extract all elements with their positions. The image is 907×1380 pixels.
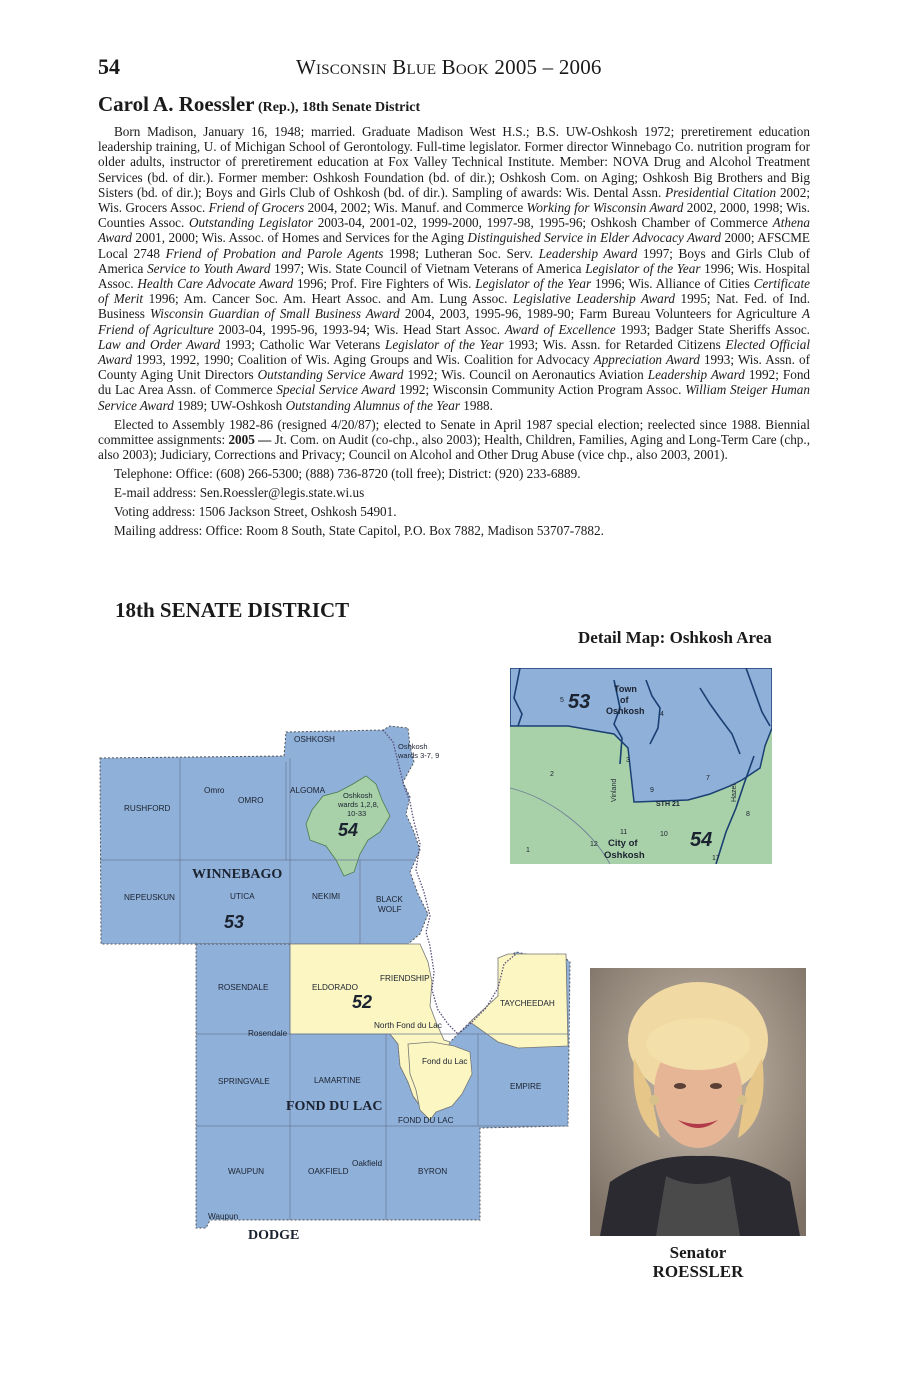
voting-address-line: Voting address: 1506 Jackson Street, Oshkosh 54901. bbox=[114, 503, 397, 519]
detail-label-ward-3: 3 bbox=[626, 757, 630, 764]
label-waupun-city: Waupun bbox=[208, 1212, 239, 1221]
detail-label-town-2: of bbox=[620, 695, 629, 705]
section-title: 18th SENATE DISTRICT bbox=[115, 598, 350, 622]
detail-label-ward-10: 10 bbox=[660, 831, 668, 838]
label-district-52: 52 bbox=[352, 992, 373, 1012]
detail-map-oshkosh bbox=[510, 668, 772, 864]
label-oshkosh-wards-a1: Oshkosh bbox=[398, 742, 428, 751]
label-winnebago-county: WINNEBAGO bbox=[192, 867, 283, 882]
label-oshkosh-wards-b1: Oshkosh bbox=[343, 791, 373, 800]
label-byron: BYRON bbox=[418, 1167, 448, 1176]
running-title bbox=[296, 55, 602, 80]
detail-label-ward-17: 17 bbox=[712, 855, 720, 862]
label-nepeuskun: NEPEUSKUN bbox=[124, 893, 175, 902]
senator-portrait bbox=[590, 968, 806, 1236]
label-black-wolf-1: BLACK bbox=[376, 895, 403, 904]
label-district-53: 53 bbox=[224, 912, 245, 932]
district-map bbox=[98, 722, 578, 1242]
detail-label-vinland: Vinland bbox=[611, 778, 618, 802]
label-fond-du-lac-county: FOND DU LAC bbox=[286, 1099, 383, 1114]
label-empire: EMPIRE bbox=[510, 1082, 542, 1091]
email-line: E-mail address: Sen.Roessler@legis.state.wi.us bbox=[114, 485, 365, 501]
label-oakfield: OAKFIELD bbox=[308, 1167, 349, 1176]
label-rushford: RUSHFORD bbox=[124, 804, 171, 813]
label-fond-du-lac-town: FOND DU LAC bbox=[398, 1116, 454, 1125]
caption-title: Senator bbox=[669, 1243, 727, 1262]
label-taycheedah: TAYCHEEDAH bbox=[500, 999, 555, 1008]
label-oshkosh-town: OSHKOSH bbox=[294, 735, 335, 744]
label-oshkosh-wards-b2: wards 1,2,8, bbox=[338, 800, 379, 809]
label-north-fond-du-lac: North Fond du Lac bbox=[374, 1021, 442, 1030]
label-friendship: FRIENDSHIP bbox=[380, 974, 430, 983]
label-oshkosh-wards-a2: wards 3-7, 9 bbox=[398, 751, 440, 760]
detail-map-title: Detail Map: Oshkosh Area bbox=[578, 628, 772, 647]
detail-label-ward-7: 7 bbox=[706, 775, 710, 782]
detail-label-ward-11: 11 bbox=[620, 829, 628, 836]
mailing-address-line: Mailing address: Office: Room 8 South, State Capitol, P.O. Box 7882, Madison 53707-7882. bbox=[114, 522, 604, 538]
detail-label-ward-12: 12 bbox=[590, 841, 598, 848]
legislator-heading bbox=[98, 92, 420, 117]
photo-caption bbox=[600, 1243, 796, 1281]
detail-label-ward-5: 5 bbox=[560, 697, 564, 704]
detail-label-district-53: 53 bbox=[568, 691, 591, 713]
detail-label-sth21: STH 21 bbox=[656, 801, 680, 808]
page-header bbox=[98, 54, 810, 82]
running-title-book: Wisconsin Blue Book bbox=[296, 55, 489, 79]
caption-name: ROESSLER bbox=[652, 1262, 744, 1281]
label-utica: UTICA bbox=[230, 892, 255, 901]
detail-label-ward-8: 8 bbox=[746, 811, 750, 818]
detail-label-hazel: Hazel bbox=[731, 784, 738, 802]
biography bbox=[98, 124, 810, 541]
legislator-name: Carol A. Roessler bbox=[98, 92, 255, 116]
label-rosendale: ROSENDALE bbox=[218, 983, 269, 992]
label-omro-city: Omro bbox=[204, 786, 225, 795]
legislator-party-district: (Rep.), 18th Senate District bbox=[254, 100, 421, 115]
bio-paragraph-service: Elected to Assembly 1982-86 (resigned 4/20/87); elected to Senate in April 1987 special election; reelected since 1988. Biennial committee assignments: 2005 — Jt. Com. on Audit (co-chp., also 2003); Health, Children, Families, Aging and Long-Term Care (chp., also 2003); Judiciary, Corrections and Privacy; Council on Alcohol and Other Drug Abuse (vice chp., also 2003, 2001). bbox=[98, 416, 810, 463]
label-omro: OMRO bbox=[238, 796, 264, 805]
label-fond-du-lac-city: Fond du Lac bbox=[422, 1057, 468, 1066]
label-nekimi: NEKIMI bbox=[312, 892, 341, 901]
bio-paragraph-awards: Born Madison, January 16, 1948; married. Graduate Madison West H.S.; B.S. UW-Oshkosh 1972; preretirement education leadership training, U. of Michigan School of Gerontology. Full-time legislator. Former director Winnebago Co. nutrition program for older adults, instructor of preretirement education at Fox Valley Technical Institute. Member: NOVA Drug and Alcohol Treatment Services (bd. of dir.). Former member: Oshkosh Foundation (bd. of dir.); Oshkosh Com. on Aging; Oshkosh Big Brothers and Big Sisters (bd. of dir.); Boys and Girls Club of Oshkosh (bd. of dir.). Sampling of awards: Wis. Dental Assn. Presidential Citation 2002; Wis. Grocers Assoc. Friend of Grocers 2004, 2002; Wis. Manuf. and Commerce Working for Wisconsin Award 2002, 2000, 1998; Wis. Counties Assoc. Outstanding Legislator 2003-04, 2001-02, 1999-2000, 1997-98, 1995-96; Oshkosh Chamber of Commerce Athena Award 2001, 2000; Wis. Assoc. of Homes and Services for the Aging Distinguished Service in Elder Advocacy Award 2000; AFSCME Local 2748 Friend of Probation and Parole Agents 1998; Lutheran Soc. Serv. Leadership Award 1997; Boys and Girls Club of America Service to Youth Award 1997; Wis. State Council of Vietnam Veterans of America Legislator of the Year 1996; Wis. Hospital Assoc. Health Care Advocate Award 1996; Prof. Fire Fighters of Wis. Legislator of the Year 1996; Wis. Alliance of Cities Certificate of Merit 1996; Am. Cancer Soc. Am. Heart Assoc. and Am. Lung Assoc. Legislative Leadership Award 1995; Nat. Fed. of Ind. Business Wisconsin Guardian of Small Business Award 2004, 2003, 1995-96, 1989-90; Farm Bureau Volunteers for Agriculture A Friend of Agriculture 2003-04, 1995-96, 1993-94; Wis. Head Start Assoc. Award of Excellence 1993; Badger State Sheriffs Assoc. Law and Order Award 1993; Catholic War Veterans Legislator of the Year 1993; Wis. Assn. for Retarded Citizens Elected Official Award 1993, 1992, 1990; Coalition of Wis. Aging Groups and Wis. Coalition for Advocacy Appreciation Award 1993; Wis. Assn. of County Aging Unit Directors Outstanding Service Award 1992; Wis. Council on Aeronautics Aviation Leadership Award 1992; Fond du Lac Area Assn. of Commerce Special Service Award 1992; Wisconsin Community Action Program Assoc. William Steiger Human Service Award 1989; UW-Oshkosh Outstanding Alumnus of the Year 1988. bbox=[98, 124, 811, 413]
label-district-54: 54 bbox=[338, 820, 359, 840]
detail-label-town-1: Town bbox=[614, 684, 637, 694]
running-title-years: 2005 – 2006 bbox=[488, 55, 602, 79]
detail-label-city-2: Oshkosh bbox=[604, 850, 645, 861]
label-dodge: DODGE bbox=[248, 1228, 300, 1242]
detail-label-ward-9: 9 bbox=[650, 787, 654, 794]
detail-label-town-3: Oshkosh bbox=[606, 706, 645, 716]
label-springvale: SPRINGVALE bbox=[218, 1077, 270, 1086]
label-algoma: ALGOMA bbox=[290, 786, 326, 795]
page-number: 54 bbox=[98, 54, 120, 79]
detail-label-ward-2: 2 bbox=[550, 771, 554, 778]
label-black-wolf-2: WOLF bbox=[378, 905, 402, 914]
label-eldorado: ELDORADO bbox=[312, 983, 358, 992]
label-rosendale-village: Rosendale bbox=[248, 1029, 288, 1038]
telephone-line: Telephone: Office: (608) 266-5300; (888) 736-8720 (toll free); District: (920) 233-6889. bbox=[114, 466, 581, 482]
detail-label-ward-4: 4 bbox=[660, 711, 664, 718]
detail-label-ward-1: 1 bbox=[526, 847, 530, 854]
label-oakfield-village: Oakfield bbox=[352, 1159, 383, 1168]
detail-label-city-1: City of bbox=[608, 838, 638, 849]
detail-label-district-54: 54 bbox=[690, 829, 713, 851]
label-waupun: WAUPUN bbox=[228, 1167, 265, 1176]
label-oshkosh-wards-b3: 10-33 bbox=[347, 809, 367, 818]
label-lamartine: LAMARTINE bbox=[314, 1076, 361, 1085]
